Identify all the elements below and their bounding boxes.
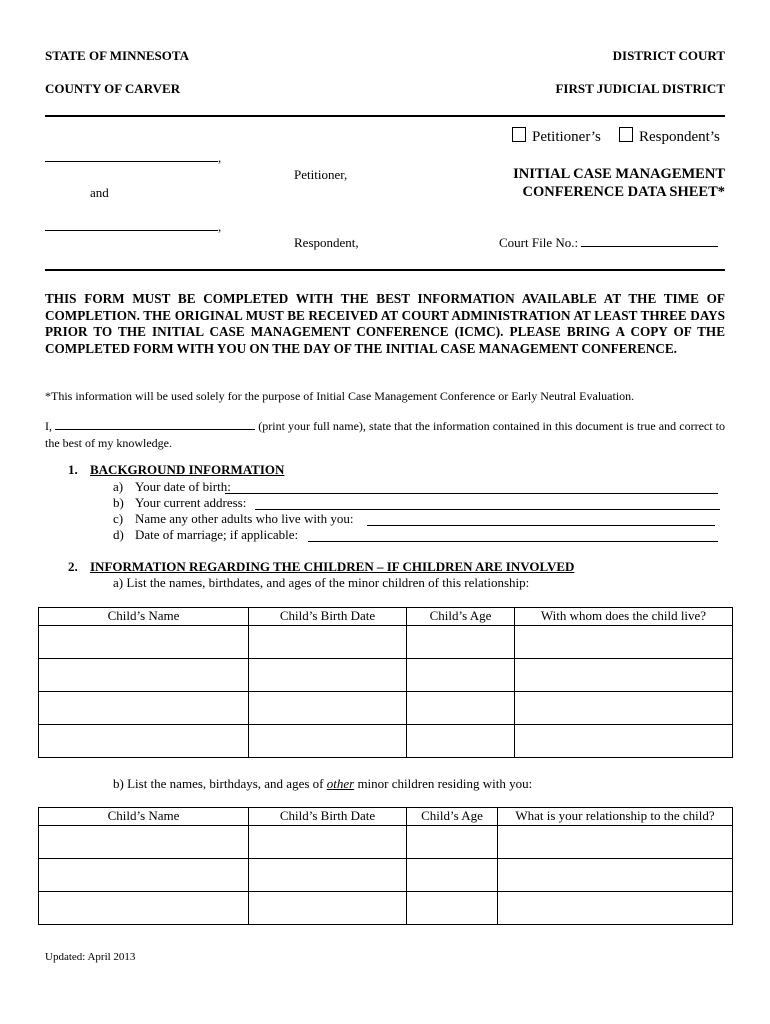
col-birth-date: Child’s Birth Date (249, 808, 407, 826)
form-title-line2: CONFERENCE DATA SHEET* (522, 184, 725, 200)
table-cell[interactable] (249, 826, 407, 859)
table-cell[interactable] (515, 692, 733, 725)
table-cell[interactable] (249, 892, 407, 925)
address-letter: b) (113, 495, 124, 510)
table-cell[interactable] (515, 626, 733, 659)
petitioners-checkbox-label: Petitioner’s (532, 129, 601, 145)
address-label: Your current address: (135, 495, 247, 510)
instructions-text: THIS FORM MUST BE COMPLETED WITH THE BEST INFORMATION AVAILABLE AT THE TIME OF COMPLETION. THE ORIGINAL MUST BE RECEIVED AT COURT ADMINISTRATION AT LEAST THREE DAYS PRIOR TO THE INITIAL CASE MANAGEMENT CONFERENCE (ICMC). PLEASE BRING A COPY OF THE COMPLETED FORM WITH YOU ON THE DAY OF THE INITIAL CASE MANAGEMENT CONFERENCE. (45, 291, 725, 356)
other-adults-field[interactable] (113, 511, 715, 527)
section2-title: INFORMATION REGARDING THE CHILDREN – IF CHILDREN ARE INVOLVED (90, 559, 575, 574)
col-birth-date: Child’s Birth Date (249, 608, 407, 626)
form-title-line1: INITIAL CASE MANAGEMENT (513, 166, 725, 182)
full-name-input[interactable] (55, 429, 255, 430)
footnote-text: *This information will be used solely for the purpose of Initial Case Management Conference or Early Neutral Evaluation. (45, 389, 635, 403)
section2-number: 2. (68, 559, 78, 574)
and-label: and (90, 185, 109, 200)
table-row (39, 626, 733, 659)
petitioner-comma: , (218, 150, 222, 165)
table-cell[interactable] (407, 725, 515, 758)
table-row (39, 859, 733, 892)
table-row (39, 725, 733, 758)
dob-field[interactable] (113, 479, 718, 495)
attestation-prefix: I, (45, 419, 52, 433)
children-table-header (39, 608, 733, 626)
table-cell[interactable] (407, 626, 515, 659)
table-cell[interactable] (39, 859, 249, 892)
section1-title: BACKGROUND INFORMATION (90, 462, 285, 477)
attestation (45, 418, 725, 451)
respondent-label: Respondent, (294, 235, 359, 250)
respondent-comma: , (218, 219, 222, 234)
court-file-field[interactable] (499, 235, 718, 251)
respondents-checkbox-label: Respondent’s (639, 129, 720, 145)
table-row (39, 659, 733, 692)
section2-b-emphasis: other (326, 776, 355, 791)
address-field[interactable] (113, 495, 720, 511)
other-adults-label: Name any other adults who live with you: (135, 511, 354, 526)
marriage-date-letter: d) (113, 527, 124, 542)
other-children-table-header (39, 808, 733, 826)
county-heading: COUNTY OF CARVER (45, 81, 181, 96)
court-file-label: Court File No.: (499, 235, 579, 250)
marriage-date-field[interactable] (113, 527, 718, 543)
table-cell[interactable] (407, 892, 498, 925)
address-input[interactable] (255, 509, 720, 510)
table-cell[interactable] (515, 659, 733, 692)
table-cell[interactable] (407, 859, 498, 892)
col-age: Child’s Age (407, 608, 515, 626)
col-child-name: Child’s Name (39, 608, 249, 626)
attestation-suffix: (print your full name), state that the information contained in this document is true and correct to the best of my knowledge. (45, 419, 726, 450)
section2-b-prefix: b) List the names, birthdays, and ages of (113, 776, 327, 791)
table-cell[interactable] (515, 725, 733, 758)
other-children-table (38, 807, 733, 925)
footer-updated: Updated: April 2013 (45, 951, 136, 963)
section1-number: 1. (68, 462, 78, 477)
state-heading: STATE OF MINNESOTA (45, 48, 189, 63)
other-adults-input[interactable] (367, 525, 715, 526)
table-cell[interactable] (249, 626, 407, 659)
marriage-date-input[interactable] (308, 541, 718, 542)
col-relationship: What is your relationship to the child? (498, 808, 733, 826)
respondent-name-line[interactable] (45, 219, 221, 235)
marriage-date-label: Date of marriage; if applicable: (135, 527, 299, 542)
respondents-option[interactable] (619, 127, 720, 146)
petitioner-name-line[interactable] (45, 150, 221, 166)
table-cell[interactable] (39, 626, 249, 659)
petitioners-checkbox[interactable] (512, 127, 526, 142)
other-adults-letter: c) (113, 511, 124, 526)
table-cell[interactable] (249, 859, 407, 892)
table-row (39, 826, 733, 859)
table-cell[interactable] (39, 725, 249, 758)
table-cell[interactable] (498, 892, 733, 925)
section2-b-text (113, 776, 532, 792)
section2-a-text: a) List the names, birthdates, and ages of the minor children of this relationship: (113, 575, 530, 590)
dob-letter: a) (113, 479, 124, 494)
table-row (39, 692, 733, 725)
district-heading: FIRST JUDICIAL DISTRICT (555, 81, 725, 96)
bottom-divider (45, 269, 725, 271)
table-cell[interactable] (498, 859, 733, 892)
table-cell[interactable] (39, 692, 249, 725)
respondents-checkbox[interactable] (619, 127, 633, 142)
table-cell[interactable] (39, 892, 249, 925)
dob-input[interactable] (225, 493, 718, 494)
col-child-name: Child’s Name (39, 808, 249, 826)
col-age: Child’s Age (407, 808, 498, 826)
table-cell[interactable] (407, 826, 498, 859)
section2-b-suffix: minor children residing with you: (354, 776, 533, 791)
table-row (39, 892, 733, 925)
table-cell[interactable] (407, 692, 515, 725)
court-heading: DISTRICT COURT (612, 48, 725, 63)
dob-label: Your date of birth: (135, 479, 231, 494)
petitioner-label: Petitioner, (294, 167, 348, 182)
petitioners-option[interactable] (512, 127, 601, 146)
table-cell[interactable] (39, 659, 249, 692)
table-cell[interactable] (249, 725, 407, 758)
children-table (38, 607, 733, 758)
court-file-input[interactable] (581, 246, 718, 247)
table-cell[interactable] (407, 659, 515, 692)
top-divider (45, 115, 725, 117)
table-cell[interactable] (498, 826, 733, 859)
table-cell[interactable] (249, 659, 407, 692)
table-cell[interactable] (39, 826, 249, 859)
table-cell[interactable] (249, 692, 407, 725)
col-lives-with: With whom does the child live? (515, 608, 733, 626)
